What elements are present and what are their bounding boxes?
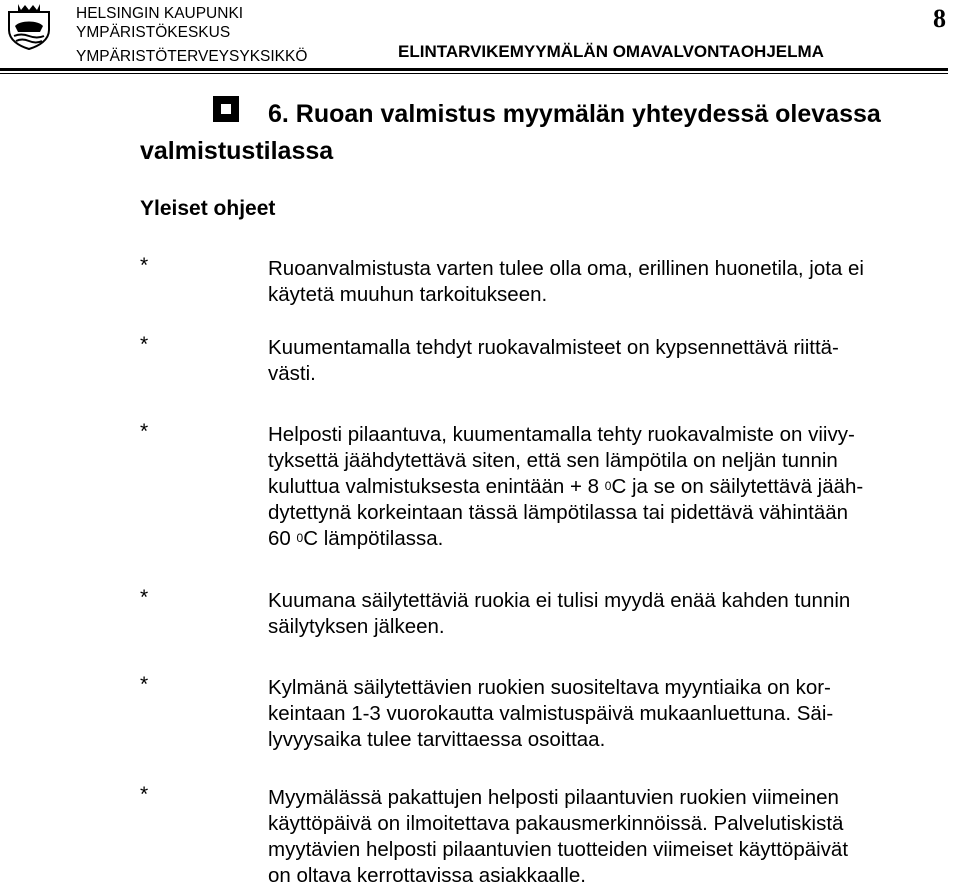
org-line-city: HELSINGIN KAUPUNKI [76, 5, 244, 22]
list-item-line: on oltava kerrottavissa asiakkaalle. [268, 864, 586, 887]
list-item [268, 588, 958, 640]
degree-superscript: 0 [296, 531, 304, 545]
list-item-line: Ruoanvalmistusta varten tulee olla oma, erillinen huonetila, jota ei [268, 257, 864, 280]
list-item-line [268, 474, 958, 500]
list-item-line: dytettynä korkeintaan tässä lämpötilassa tai pidettävä vähintään [268, 501, 849, 524]
page-number: 8 [933, 4, 946, 33]
list-item-line: Myymälässä pakattujen helposti pilaantuvien ruokien viimeinen [268, 786, 839, 809]
org-line-unit: YMPÄRISTÖTERVEYSYKSIKKÖ [76, 48, 308, 65]
list-item-line: käytetä muuhun tarkoitukseen. [268, 283, 548, 306]
org-line-center: YMPÄRISTÖKESKUS [76, 24, 231, 41]
list-item-line: Helposti pilaantuva, kuumentamalla tehty ruokavalmiste on viivy- [268, 423, 855, 446]
subheading-general-instructions: Yleiset ohjeet [140, 197, 276, 220]
list-item-line [268, 526, 958, 552]
helsinki-crest-icon [6, 2, 52, 50]
list-item-line: säilytyksen jälkeen. [268, 615, 445, 638]
list-item-line: käyttöpäivä on ilmoitettava pakausmerkinnöissä. Palvelutiskistä [268, 812, 844, 835]
list-item [268, 675, 958, 753]
header-rule-thin [0, 73, 948, 74]
list-item-line: Kuumana säilytettäviä ruokia ei tulisi myydä enää kahden tunnin [268, 589, 851, 612]
section-title: 6. Ruoan valmistus myymälän yhteydessä olevassa valmistustilassa [140, 100, 881, 165]
list-item [268, 256, 958, 308]
bullet-marker: * [140, 586, 149, 609]
list-item-line: Kylmänä säilytettävien ruokien suositeltava myyntiaika on kor- [268, 676, 831, 699]
header-rule [0, 68, 948, 71]
list-item-line: västi. [268, 362, 316, 385]
list-item-line: Kuumentamalla tehdyt ruokavalmisteet on kypsennettävä riittä- [268, 336, 839, 359]
degree-superscript: 0 [604, 479, 612, 493]
list-item-line: lyvyysaika tulee tarvittaessa osoittaa. [268, 728, 606, 751]
list-item-line: tyksettä jäähdytettävä siten, että sen lämpötila on neljän tunnin [268, 449, 838, 472]
list-item-line: keintaan 1-3 vuorokautta valmistuspäivä mukaanluettuna. Säi- [268, 702, 834, 725]
bullet-marker: * [140, 783, 149, 806]
bullet-marker: * [140, 420, 149, 443]
bullet-marker: * [140, 673, 149, 696]
list-item-text: 60 [268, 527, 297, 550]
list-item-text: C lämpötilassa. [303, 527, 444, 550]
list-item [268, 785, 958, 889]
list-item [268, 335, 958, 387]
list-item-text: kuluttua valmistuksesta enintään + 8 [268, 475, 605, 498]
list-item-line: myytävien helposti pilaantuvien tuotteiden viimeiset käyttöpäivät [268, 838, 849, 861]
bullet-marker: * [140, 254, 149, 277]
document-title: ELINTARVIKEMYYMÄLÄN OMAVALVONTAOHJELMA [398, 42, 824, 61]
bullet-marker: * [140, 333, 149, 356]
list-item-text: C ja se on säilytettävä jääh- [611, 475, 864, 498]
list-item [268, 422, 958, 552]
